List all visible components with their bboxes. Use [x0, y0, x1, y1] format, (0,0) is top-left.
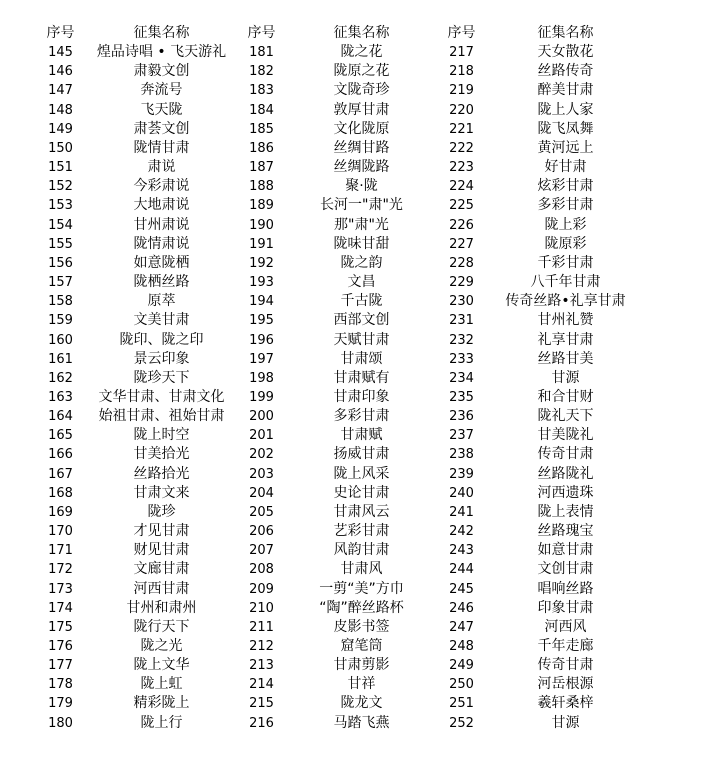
entry-name: 河西风 [544, 618, 587, 635]
entry-number: 145 [48, 45, 73, 61]
entry-number: 219 [449, 83, 474, 99]
entry-name: 甘源 [551, 369, 580, 386]
entry-name: 陇原之花 [333, 63, 390, 80]
entry-number: 216 [249, 715, 274, 731]
entry-name: 窟笔筒 [340, 638, 383, 654]
entry-name: 一剪“美”方巾 [319, 580, 404, 597]
entry-name: 始祖甘肃、祖始甘肃 [98, 408, 225, 425]
entry-name: 财见甘肃 [133, 542, 190, 559]
entry-number: 224 [449, 179, 474, 195]
column-header-number: 序号 [46, 25, 75, 41]
entry-number: 207 [249, 543, 274, 559]
entry-name: 扬威甘肃 [333, 446, 390, 463]
entry-name: 肃说 [147, 159, 176, 176]
entry-number: 169 [48, 504, 73, 520]
entry-number: 196 [249, 332, 274, 348]
entry-number: 171 [48, 543, 73, 559]
entry-name: 丝绸陇路 [333, 159, 390, 176]
entry-name: 文美甘肃 [133, 312, 190, 329]
entry-number: 161 [48, 351, 73, 367]
entry-number: 205 [249, 504, 274, 520]
entry-number: 218 [449, 64, 474, 80]
entry-name: 陇上文华 [133, 657, 190, 674]
entry-number: 239 [449, 466, 474, 482]
entry-number: 195 [249, 313, 274, 329]
entry-number: 148 [48, 102, 73, 118]
entry-number: 174 [48, 600, 73, 616]
entry-number: 210 [249, 600, 274, 616]
entry-number: 213 [249, 658, 274, 674]
entry-number: 201 [249, 428, 274, 444]
entry-name: 陇龙文 [340, 695, 383, 712]
entry-name: 炫彩甘肃 [537, 178, 594, 195]
entry-name: 奔流号 [140, 82, 183, 99]
entry-number: 166 [48, 447, 73, 463]
entry-name: 才见甘肃 [133, 523, 190, 540]
entry-name: 如意甘肃 [537, 542, 594, 559]
entry-number: 162 [48, 370, 73, 386]
entry-name: 马踏飞燕 [333, 714, 390, 731]
entry-name: 聚·陇 [345, 178, 378, 195]
entry-number: 170 [48, 524, 73, 540]
entry-name: 艺彩甘肃 [333, 523, 390, 540]
entry-number: 185 [249, 121, 274, 137]
entry-name: 河西遗珠 [537, 484, 594, 501]
entry-number: 173 [48, 581, 73, 597]
entry-number: 150 [48, 140, 73, 156]
entry-name: 陇上虹 [140, 676, 183, 693]
entry-name: 丝路甘美 [537, 350, 594, 367]
entry-number: 249 [449, 658, 474, 674]
entry-number: 155 [48, 236, 73, 252]
entry-number: 199 [249, 389, 274, 405]
entry-name: 文华甘肃、甘肃文化 [98, 388, 225, 405]
entry-name: 飞天陇 [140, 101, 183, 118]
entry-name: 甘美陇礼 [537, 427, 594, 444]
entry-number: 251 [449, 696, 474, 712]
entry-number: 153 [48, 198, 73, 214]
entry-name: 精彩陇上 [133, 695, 190, 712]
entry-name: 肃荟文创 [133, 120, 190, 137]
entry-number: 190 [249, 217, 274, 233]
entry-number: 204 [249, 485, 274, 501]
entry-number: 245 [449, 581, 474, 597]
entry-name: 陇珍天下 [133, 369, 190, 386]
entry-number: 175 [48, 619, 73, 635]
entry-number: 182 [249, 64, 274, 80]
entry-name: 丝路陇礼 [537, 465, 594, 482]
entry-number: 231 [449, 313, 474, 329]
entry-name: 文化陇原 [333, 120, 390, 137]
entry-name: 天赋甘肃 [333, 331, 390, 348]
entry-number: 247 [449, 619, 474, 635]
entry-name: 文陇奇珍 [333, 82, 390, 99]
entry-number: 156 [48, 255, 73, 271]
entry-name: 陇上时空 [133, 427, 190, 444]
entry-name: 煌品诗唱 • 飞天游礼 [96, 44, 227, 61]
entry-number: 151 [48, 160, 73, 176]
entry-number: 181 [249, 45, 274, 61]
entry-name: 甘源 [551, 714, 580, 731]
entry-number: 172 [48, 562, 73, 578]
entry-name: “陶”醉丝路杯 [319, 599, 404, 616]
entry-number: 164 [48, 409, 73, 425]
entry-number: 246 [449, 600, 474, 616]
entry-name: 甘肃文来 [133, 484, 190, 501]
entry-name: 甘美拾光 [133, 446, 190, 463]
entry-name: 和合甘财 [537, 388, 594, 405]
entry-number: 165 [48, 428, 73, 444]
column-header-name: 征集名称 [333, 25, 390, 41]
entry-name: 千年走廊 [537, 638, 594, 654]
entry-name: 甘肃赋有 [333, 369, 390, 386]
entry-number: 243 [449, 543, 474, 559]
entry-number: 217 [449, 45, 474, 61]
entry-number: 189 [249, 198, 274, 214]
entry-name: 敦厚甘肃 [333, 101, 390, 118]
entry-name: 陇之韵 [340, 254, 383, 271]
entry-name: 醉美甘肃 [537, 82, 594, 99]
entry-number: 229 [449, 275, 474, 291]
entry-number: 248 [449, 639, 474, 654]
entry-name: 甘肃风云 [333, 503, 390, 520]
entry-name: 那"肃"光 [334, 216, 389, 233]
entry-number: 209 [249, 581, 274, 597]
entry-name: 陇行天下 [133, 618, 190, 635]
entry-name: 陇之花 [340, 44, 383, 61]
entry-number: 186 [249, 140, 274, 156]
entry-name: 皮影书签 [333, 618, 390, 635]
entry-name: 甘肃风 [340, 561, 383, 578]
entry-number: 214 [249, 677, 274, 693]
entry-name: 西部文创 [333, 312, 390, 329]
entry-number: 221 [449, 121, 474, 137]
column-header-number: 序号 [247, 25, 276, 41]
entry-number: 198 [249, 370, 274, 386]
entry-number: 191 [249, 236, 274, 252]
entry-name: 羲轩桑梓 [537, 695, 594, 712]
entry-name: 陇之光 [140, 638, 183, 654]
entry-name: 礼享甘肃 [537, 331, 594, 348]
entry-name: 史论甘肃 [333, 484, 390, 501]
entry-name: 千古陇 [340, 293, 383, 310]
entry-number: 167 [48, 466, 73, 482]
entry-name: 印象甘肃 [537, 599, 594, 616]
entry-name: 甘肃印象 [333, 388, 390, 405]
entry-number: 163 [48, 389, 73, 405]
entry-number: 178 [48, 677, 73, 693]
entry-name: 传奇甘肃 [537, 446, 594, 463]
entry-number: 177 [48, 658, 73, 674]
entry-name: 多彩甘肃 [333, 408, 390, 425]
entry-number: 238 [449, 447, 474, 463]
entry-number: 244 [449, 562, 474, 578]
entry-number: 160 [48, 332, 73, 348]
entry-number: 225 [449, 198, 474, 214]
entry-number: 230 [449, 294, 474, 310]
entry-number: 222 [449, 140, 474, 156]
entry-name: 甘州和肃州 [126, 599, 197, 616]
entry-number: 183 [249, 83, 274, 99]
entry-number: 180 [48, 715, 73, 731]
entry-name: 丝路拾光 [133, 465, 190, 482]
entry-number: 250 [449, 677, 474, 693]
entry-name: 肃毅文创 [133, 63, 190, 80]
entry-number: 192 [249, 255, 274, 271]
entry-number: 203 [249, 466, 274, 482]
entry-number: 159 [48, 313, 73, 329]
entry-number: 232 [449, 332, 474, 348]
entry-name: 陇味甘甜 [333, 235, 390, 252]
entry-name: 陇上彩 [544, 216, 587, 233]
entry-number: 237 [449, 428, 474, 444]
entry-number: 226 [449, 217, 474, 233]
entry-number: 179 [48, 696, 73, 712]
entry-name: 陇印、陇之印 [119, 331, 204, 348]
entry-name: 陇礼天下 [537, 408, 594, 425]
entry-name: 传奇丝路•礼享甘肃 [505, 293, 626, 310]
entry-number: 193 [249, 275, 274, 291]
entry-name: 河岳根源 [537, 676, 594, 693]
entry-name: 甘肃颂 [340, 350, 383, 367]
entry-name: 原萃 [147, 293, 176, 310]
entry-name: 甘州肃说 [133, 216, 190, 233]
entry-number: 197 [249, 351, 274, 367]
entry-name: 景云印象 [133, 350, 190, 367]
entry-name: 丝路传奇 [537, 63, 594, 80]
entry-name: 陇情肃说 [133, 235, 190, 252]
entry-number: 223 [449, 160, 474, 176]
entry-name: 甘肃剪影 [333, 657, 390, 674]
entry-name: 陇飞凤舞 [537, 120, 594, 137]
entry-number: 157 [48, 275, 73, 291]
column-header-name: 征集名称 [537, 25, 594, 41]
entry-number: 234 [449, 370, 474, 386]
entry-name: 陇原彩 [544, 235, 587, 252]
entry-name: 传奇甘肃 [537, 657, 594, 674]
entry-name: 陇情甘肃 [133, 139, 190, 156]
entry-number: 211 [249, 619, 274, 635]
entry-number: 188 [249, 179, 274, 195]
entry-name: 八千年甘肃 [530, 274, 601, 291]
entry-name: 大地肃说 [133, 197, 190, 214]
entry-name: 甘祥 [347, 676, 376, 693]
entry-name: 黄河远上 [537, 139, 594, 156]
entry-number: 252 [449, 715, 474, 731]
naming-collection-table [34, 24, 684, 733]
entry-name: 甘肃赋 [340, 427, 383, 444]
entry-name: 唱响丝路 [537, 580, 594, 597]
entry-name: 好甘肃 [544, 159, 587, 176]
entry-name: 文廊甘肃 [133, 561, 190, 578]
entry-number: 168 [48, 485, 73, 501]
entry-name: 丝绸甘路 [333, 139, 390, 156]
entry-number: 154 [48, 217, 73, 233]
entry-number: 176 [48, 639, 73, 654]
entry-name: 陇上行 [140, 714, 183, 731]
entry-number: 146 [48, 64, 73, 80]
entry-name: 陇珍 [147, 503, 176, 520]
entry-number: 241 [449, 504, 474, 520]
entry-name: 陇上风采 [333, 465, 390, 482]
entry-number: 194 [249, 294, 274, 310]
entry-number: 212 [249, 639, 274, 654]
entry-number: 152 [48, 179, 73, 195]
entry-name: 丝路瑰宝 [537, 523, 594, 540]
entry-number: 228 [449, 255, 474, 271]
entry-number: 215 [249, 696, 274, 712]
entry-number: 187 [249, 160, 274, 176]
entry-name: 多彩甘肃 [537, 197, 594, 214]
entry-name: 文昌 [347, 274, 376, 291]
entry-name: 今彩肃说 [133, 178, 190, 195]
entry-name: 陇上表情 [537, 503, 594, 520]
entry-number: 200 [249, 409, 274, 425]
entry-name: 陇栖丝路 [133, 274, 190, 291]
entry-number: 220 [449, 102, 474, 118]
entry-number: 242 [449, 524, 474, 540]
entry-number: 184 [249, 102, 274, 118]
entry-name: 河西甘肃 [133, 580, 190, 597]
entry-number: 240 [449, 485, 474, 501]
entry-name: 天女散花 [537, 44, 594, 61]
entry-name: 千彩甘肃 [537, 254, 594, 271]
entry-name: 文创甘肃 [537, 561, 594, 578]
column-header-name: 征集名称 [133, 25, 190, 41]
entry-number: 147 [48, 83, 73, 99]
entry-number: 208 [249, 562, 274, 578]
entry-name: 甘州礼赞 [537, 312, 594, 329]
entry-name: 如意陇栖 [133, 254, 190, 271]
entry-number: 235 [449, 389, 474, 405]
entry-number: 233 [449, 351, 474, 367]
entry-number: 236 [449, 409, 474, 425]
column-header-number: 序号 [447, 25, 476, 41]
entry-name: 陇上人家 [537, 101, 594, 118]
entry-number: 227 [449, 236, 474, 252]
entry-name: 风韵甘肃 [333, 542, 390, 559]
entry-number: 206 [249, 524, 274, 540]
entry-number: 158 [48, 294, 73, 310]
entry-name: 长河一"肃"光 [320, 197, 403, 214]
entry-number: 202 [249, 447, 274, 463]
entry-number: 149 [48, 121, 73, 137]
